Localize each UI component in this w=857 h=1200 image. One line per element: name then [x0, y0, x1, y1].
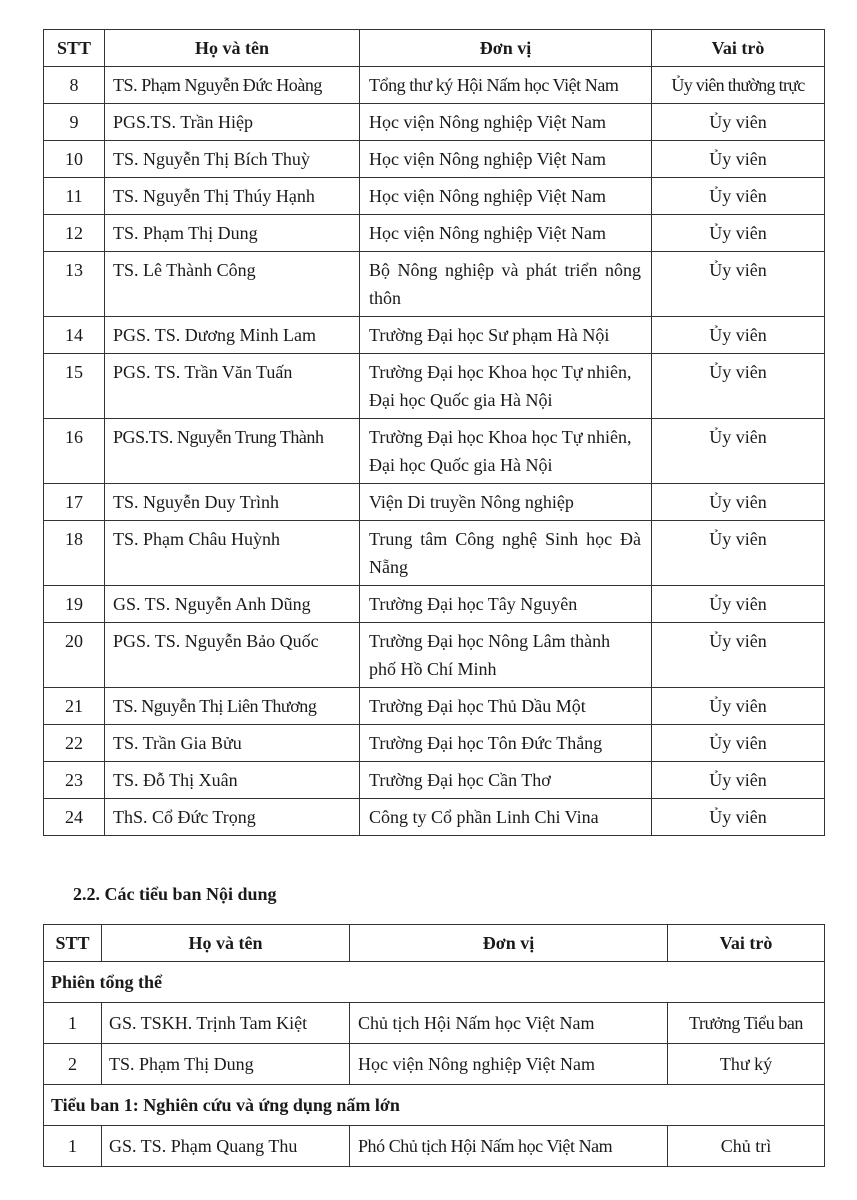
row-unit: Trường Đại học Khoa học Tự nhiên, Đại học Quốc gia Hà Nội	[360, 354, 652, 419]
row-role: Ủy viên	[652, 317, 825, 354]
row-name: TS. Phạm Thị Dung	[105, 215, 360, 252]
table-row	[44, 178, 825, 215]
row-stt: 1	[44, 1003, 102, 1044]
row-stt: 10	[44, 141, 105, 178]
row-stt: 8	[44, 67, 105, 104]
table-row	[44, 799, 825, 836]
row-role: Ủy viên thường trực	[652, 67, 825, 104]
row-stt: 21	[44, 688, 105, 725]
table-row	[44, 354, 825, 419]
row-name: TS. Nguyễn Thị Thúy Hạnh	[105, 178, 360, 215]
header-unit: Đơn vị	[360, 30, 652, 67]
row-unit: Công ty Cổ phần Linh Chi Vina	[360, 799, 652, 836]
row-unit: Trường Đại học Tôn Đức Thắng	[360, 725, 652, 762]
table-row	[44, 762, 825, 799]
table-row	[44, 688, 825, 725]
row-name: PGS. TS. Dương Minh Lam	[105, 317, 360, 354]
row-name: TS. Phạm Châu Huỳnh	[105, 521, 360, 586]
row-unit: Trường Đại học Khoa học Tự nhiên, Đại học Quốc gia Hà Nội	[360, 419, 652, 484]
row-name: TS. Phạm Thị Dung	[102, 1044, 350, 1085]
row-stt: 1	[44, 1126, 102, 1167]
table-row	[44, 484, 825, 521]
row-role: Chủ trì	[668, 1126, 825, 1167]
table-row	[44, 725, 825, 762]
row-unit: Chủ tịch Hội Nấm học Việt Nam	[350, 1003, 668, 1044]
row-unit: Trường Đại học Tây Nguyên	[360, 586, 652, 623]
row-stt: 18	[44, 521, 105, 586]
row-name: TS. Lê Thành Công	[105, 252, 360, 317]
row-unit: Trung tâm Công nghệ Sinh học Đà Nẵng	[360, 521, 652, 586]
header-role: Vai trò	[668, 925, 825, 962]
row-unit: Học viện Nông nghiệp Việt Nam	[360, 215, 652, 252]
row-role: Trưởng Tiểu ban	[668, 1003, 825, 1044]
header-unit: Đơn vị	[350, 925, 668, 962]
table-row	[44, 623, 825, 688]
row-role: Ủy viên	[652, 141, 825, 178]
group-title: Phiên tổng thể	[44, 962, 825, 1003]
row-role: Ủy viên	[652, 623, 825, 688]
row-stt: 11	[44, 178, 105, 215]
row-role: Ủy viên	[652, 586, 825, 623]
row-name: GS. TS. Phạm Quang Thu	[102, 1126, 350, 1167]
subcommittee-table	[43, 924, 825, 1167]
table-row	[44, 586, 825, 623]
row-unit: Tổng thư ký Hội Nấm học Việt Nam	[360, 67, 652, 104]
row-name: PGS.TS. Trần Hiệp	[105, 104, 360, 141]
row-stt: 23	[44, 762, 105, 799]
row-role: Ủy viên	[652, 725, 825, 762]
row-unit: Phó Chủ tịch Hội Nấm học Việt Nam	[350, 1126, 668, 1167]
row-unit: Học viện Nông nghiệp Việt Nam	[360, 141, 652, 178]
group-row	[44, 1085, 825, 1126]
header-name: Họ và tên	[105, 30, 360, 67]
row-stt: 2	[44, 1044, 102, 1085]
row-stt: 24	[44, 799, 105, 836]
row-stt: 13	[44, 252, 105, 317]
row-role: Ủy viên	[652, 688, 825, 725]
row-name: ThS. Cổ Đức Trọng	[105, 799, 360, 836]
header-role: Vai trò	[652, 30, 825, 67]
row-unit: Bộ Nông nghiệp và phát triển nông thôn	[360, 252, 652, 317]
row-stt: 17	[44, 484, 105, 521]
table-row	[44, 419, 825, 484]
row-unit: Viện Di truyền Nông nghiệp	[360, 484, 652, 521]
row-name: PGS. TS. Trần Văn Tuấn	[105, 354, 360, 419]
table-row	[44, 215, 825, 252]
row-name: TS. Trần Gia Bửu	[105, 725, 360, 762]
row-name: TS. Nguyễn Duy Trình	[105, 484, 360, 521]
table-row	[44, 104, 825, 141]
row-stt: 16	[44, 419, 105, 484]
table-row	[44, 67, 825, 104]
header-stt: STT	[44, 925, 102, 962]
row-unit: Trường Đại học Nông Lâm thành phố Hồ Chí Minh	[360, 623, 652, 688]
row-unit: Trường Đại học Cần Thơ	[360, 762, 652, 799]
row-stt: 20	[44, 623, 105, 688]
table-row	[44, 1044, 825, 1085]
row-role: Ủy viên	[652, 521, 825, 586]
table-header-row	[44, 30, 825, 67]
row-stt: 22	[44, 725, 105, 762]
row-role: Ủy viên	[652, 799, 825, 836]
row-stt: 12	[44, 215, 105, 252]
row-role: Ủy viên	[652, 419, 825, 484]
row-role: Ủy viên	[652, 762, 825, 799]
row-role: Thư ký	[668, 1044, 825, 1085]
row-role: Ủy viên	[652, 178, 825, 215]
row-unit: Học viện Nông nghiệp Việt Nam	[350, 1044, 668, 1085]
table-row	[44, 1126, 825, 1167]
row-stt: 15	[44, 354, 105, 419]
row-stt: 9	[44, 104, 105, 141]
row-unit: Trường Đại học Sư phạm Hà Nội	[360, 317, 652, 354]
row-role: Ủy viên	[652, 252, 825, 317]
group-row	[44, 962, 825, 1003]
row-name: TS. Phạm Nguyễn Đức Hoàng	[105, 67, 360, 104]
table-row	[44, 1003, 825, 1044]
table-header-row	[44, 925, 825, 962]
row-name: TS. Đỗ Thị Xuân	[105, 762, 360, 799]
section-heading: 2.2. Các tiểu ban Nội dung	[73, 884, 277, 904]
table-row	[44, 521, 825, 586]
group-title: Tiểu ban 1: Nghiên cứu và ứng dụng nấm lớn	[44, 1085, 825, 1126]
row-role: Ủy viên	[652, 104, 825, 141]
row-role: Ủy viên	[652, 215, 825, 252]
table-row	[44, 141, 825, 178]
header-name: Họ và tên	[102, 925, 350, 962]
row-stt: 19	[44, 586, 105, 623]
row-name: TS. Nguyễn Thị Bích Thuỳ	[105, 141, 360, 178]
row-unit: Học viện Nông nghiệp Việt Nam	[360, 178, 652, 215]
table-row	[44, 317, 825, 354]
header-stt: STT	[44, 30, 105, 67]
row-role: Ủy viên	[652, 484, 825, 521]
row-name: GS. TS. Nguyễn Anh Dũng	[105, 586, 360, 623]
row-unit: Học viện Nông nghiệp Việt Nam	[360, 104, 652, 141]
committee-table	[43, 29, 825, 836]
row-name: PGS. TS. Nguyễn Bảo Quốc	[105, 623, 360, 688]
row-stt: 14	[44, 317, 105, 354]
table-row	[44, 252, 825, 317]
row-role: Ủy viên	[652, 354, 825, 419]
row-name: PGS.TS. Nguyễn Trung Thành	[105, 419, 360, 484]
row-unit: Trường Đại học Thủ Dầu Một	[360, 688, 652, 725]
row-name: GS. TSKH. Trịnh Tam Kiệt	[102, 1003, 350, 1044]
row-name: TS. Nguyễn Thị Liên Thương	[105, 688, 360, 725]
